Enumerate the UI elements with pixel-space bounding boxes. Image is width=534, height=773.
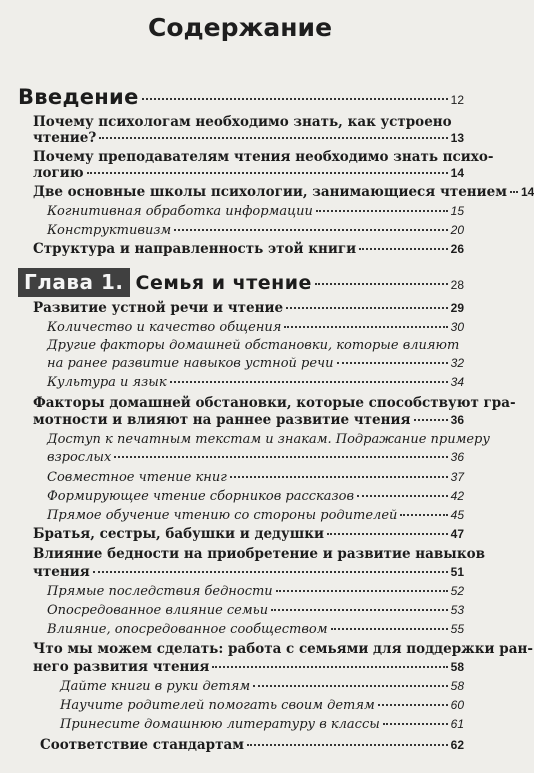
- entry-text: Соответствие стандартам: [40, 737, 244, 753]
- dot-leader: [212, 666, 447, 668]
- entry-text: Факторы домашней обстановки, которые способствуют гра-: [33, 395, 516, 411]
- dot-leader: [276, 590, 448, 592]
- toc-entry[interactable]: [33, 300, 464, 317]
- page-number: 12: [450, 93, 464, 107]
- toc-section-introduction[interactable]: [18, 85, 464, 109]
- dot-leader: [510, 191, 518, 193]
- dot-leader: [114, 456, 447, 458]
- dot-leader: [93, 571, 448, 573]
- entry-text: чтение?: [33, 130, 97, 146]
- page-number: 51: [450, 565, 464, 579]
- entry-text: него развития чтения: [33, 659, 210, 675]
- dot-leader: [174, 229, 447, 231]
- entry-text: Конструктивизм: [47, 223, 172, 238]
- page-number: 30: [450, 320, 464, 334]
- toc-entry[interactable]: [40, 737, 464, 754]
- page-number: 26: [450, 242, 464, 256]
- dot-leader: [337, 362, 448, 364]
- toc-entry-line[interactable]: [33, 395, 516, 412]
- entry-text: на ранее развитие навыков устной речи: [47, 356, 334, 371]
- page-number: 55: [450, 622, 464, 636]
- dot-leader: [99, 137, 447, 139]
- entry-text: логию: [33, 165, 84, 181]
- entry-text: Что мы можем сделать: работа с семьями для поддержки ран-: [33, 641, 533, 657]
- dot-leader: [331, 628, 448, 630]
- entry-text: Количество и качество общения: [47, 320, 282, 335]
- dot-leader: [247, 744, 448, 746]
- toc-subentry[interactable]: [60, 678, 464, 695]
- dot-leader: [383, 723, 448, 725]
- entry-text: Научите родителей помогать своим детям: [60, 698, 375, 713]
- dot-leader: [286, 307, 448, 309]
- toc-subentry[interactable]: [47, 583, 464, 600]
- page-number: 61: [450, 717, 464, 731]
- entry-text: чтения: [33, 564, 90, 580]
- page-number: 20: [450, 223, 464, 237]
- page-number: 29: [450, 301, 464, 315]
- toc-subentry[interactable]: [47, 488, 464, 505]
- toc-entry[interactable]: [33, 526, 464, 543]
- entry-text: Совместное чтение книг: [47, 470, 227, 485]
- page-number: 14: [521, 185, 534, 199]
- page-number: 15: [450, 204, 464, 218]
- toc-subentry[interactable]: [47, 449, 464, 466]
- page-title: Содержание: [147, 13, 333, 42]
- entry-text: Почему преподавателям чтения необходимо знать психо-: [33, 149, 494, 165]
- toc-subentry[interactable]: [60, 697, 464, 714]
- dot-leader: [327, 533, 448, 535]
- toc-entry[interactable]: [33, 659, 464, 676]
- entry-text: Структура и направленность этой книги: [33, 241, 357, 257]
- page-number: 13: [450, 131, 464, 145]
- entry-text: взрослых: [47, 450, 112, 465]
- entry-text: Доступ к печатным текстам и знакам. Подражание примеру: [47, 432, 490, 447]
- toc-subentry[interactable]: [47, 355, 464, 372]
- chapter-title: Семья и чтение: [135, 272, 312, 294]
- toc-subentry[interactable]: [60, 716, 464, 733]
- toc-entry-line[interactable]: [33, 641, 533, 658]
- page-number: 47: [450, 527, 464, 541]
- entry-text: Принесите домашнюю литературу в классы: [60, 717, 380, 732]
- toc-subentry[interactable]: [47, 374, 464, 391]
- toc-subentry[interactable]: [47, 319, 464, 336]
- page-number: 32: [450, 356, 464, 370]
- toc-entry[interactable]: [33, 165, 464, 182]
- entry-text: Культура и язык: [47, 375, 167, 390]
- entry-text: Влияние бедности на приобретение и развитие навыков: [33, 546, 485, 562]
- toc-entry-line[interactable]: [33, 546, 485, 563]
- page-number: 14: [450, 166, 464, 180]
- page-number: 52: [450, 584, 464, 598]
- page-number: 62: [450, 738, 464, 752]
- dot-leader: [359, 248, 447, 250]
- page-number: 36: [450, 450, 464, 464]
- toc-subentry[interactable]: [47, 222, 464, 239]
- toc-entry[interactable]: [33, 184, 534, 201]
- entry-text: Братья, сестры, бабушки и дедушки: [33, 526, 324, 542]
- entry-text: Влияние, опосредованное сообществом: [47, 622, 328, 637]
- entry-text: Другие факторы домашней обстановки, которые влияют: [47, 338, 460, 353]
- toc-entry[interactable]: [33, 241, 464, 258]
- chapter-badge: Глава 1.: [18, 268, 130, 297]
- dot-leader: [315, 283, 448, 285]
- dot-leader: [316, 210, 448, 212]
- toc-subentry[interactable]: [47, 203, 464, 220]
- entry-text: Прямое обучение чтению со стороны родителей: [47, 508, 398, 523]
- dot-leader: [170, 381, 448, 383]
- page-number: 42: [450, 489, 464, 503]
- dot-leader: [230, 476, 448, 478]
- page-number: 45: [450, 508, 464, 522]
- page-number: 58: [450, 660, 464, 674]
- entry-text: Когнитивная обработка информации: [47, 204, 313, 219]
- page-number: 28: [450, 278, 464, 292]
- toc-entry-line[interactable]: [33, 114, 464, 131]
- toc-entry-line[interactable]: [33, 149, 494, 166]
- dot-leader: [284, 326, 447, 328]
- entry-text: Опосредованное влияние семьи: [47, 603, 269, 618]
- page-number: 53: [450, 603, 464, 617]
- entry-text: Почему психологам необходимо знать, как устроено: [33, 114, 452, 130]
- toc-subentry-line[interactable]: [47, 431, 490, 448]
- toc-subentry[interactable]: [47, 621, 464, 638]
- toc-entry[interactable]: [33, 564, 464, 581]
- dot-leader: [378, 704, 448, 706]
- page-number: 36: [450, 413, 464, 427]
- dot-leader: [87, 172, 448, 174]
- dot-leader: [414, 419, 448, 421]
- entry-text: Формирующее чтение сборников рассказов: [47, 489, 355, 504]
- toc-subentry[interactable]: [47, 602, 464, 619]
- entry-text: Развитие устной речи и чтение: [33, 300, 284, 316]
- dot-leader: [142, 98, 448, 100]
- toc-entry[interactable]: [33, 130, 464, 147]
- entry-text: мотности и влияют на раннее развитие чтения: [33, 412, 411, 428]
- toc-chapter-1[interactable]: [18, 268, 464, 297]
- entry-text: Дайте книги в руки детям: [60, 679, 251, 694]
- page-number: 60: [450, 698, 464, 712]
- page-number: 37: [450, 470, 464, 484]
- page-number: 34: [450, 375, 464, 389]
- dot-leader: [271, 609, 448, 611]
- toc-entry[interactable]: [33, 412, 464, 429]
- section-title: Введение: [18, 85, 139, 109]
- dot-leader: [253, 685, 448, 687]
- page-number: 58: [450, 679, 464, 693]
- toc-subentry[interactable]: [47, 469, 464, 486]
- entry-text: Прямые последствия бедности: [47, 584, 273, 599]
- dot-leader: [400, 514, 447, 516]
- toc-subentry[interactable]: [47, 507, 464, 524]
- toc-subentry-line[interactable]: [47, 337, 464, 354]
- dot-leader: [357, 495, 448, 497]
- entry-text: Две основные школы психологии, занимающиеся чтением: [33, 184, 507, 200]
